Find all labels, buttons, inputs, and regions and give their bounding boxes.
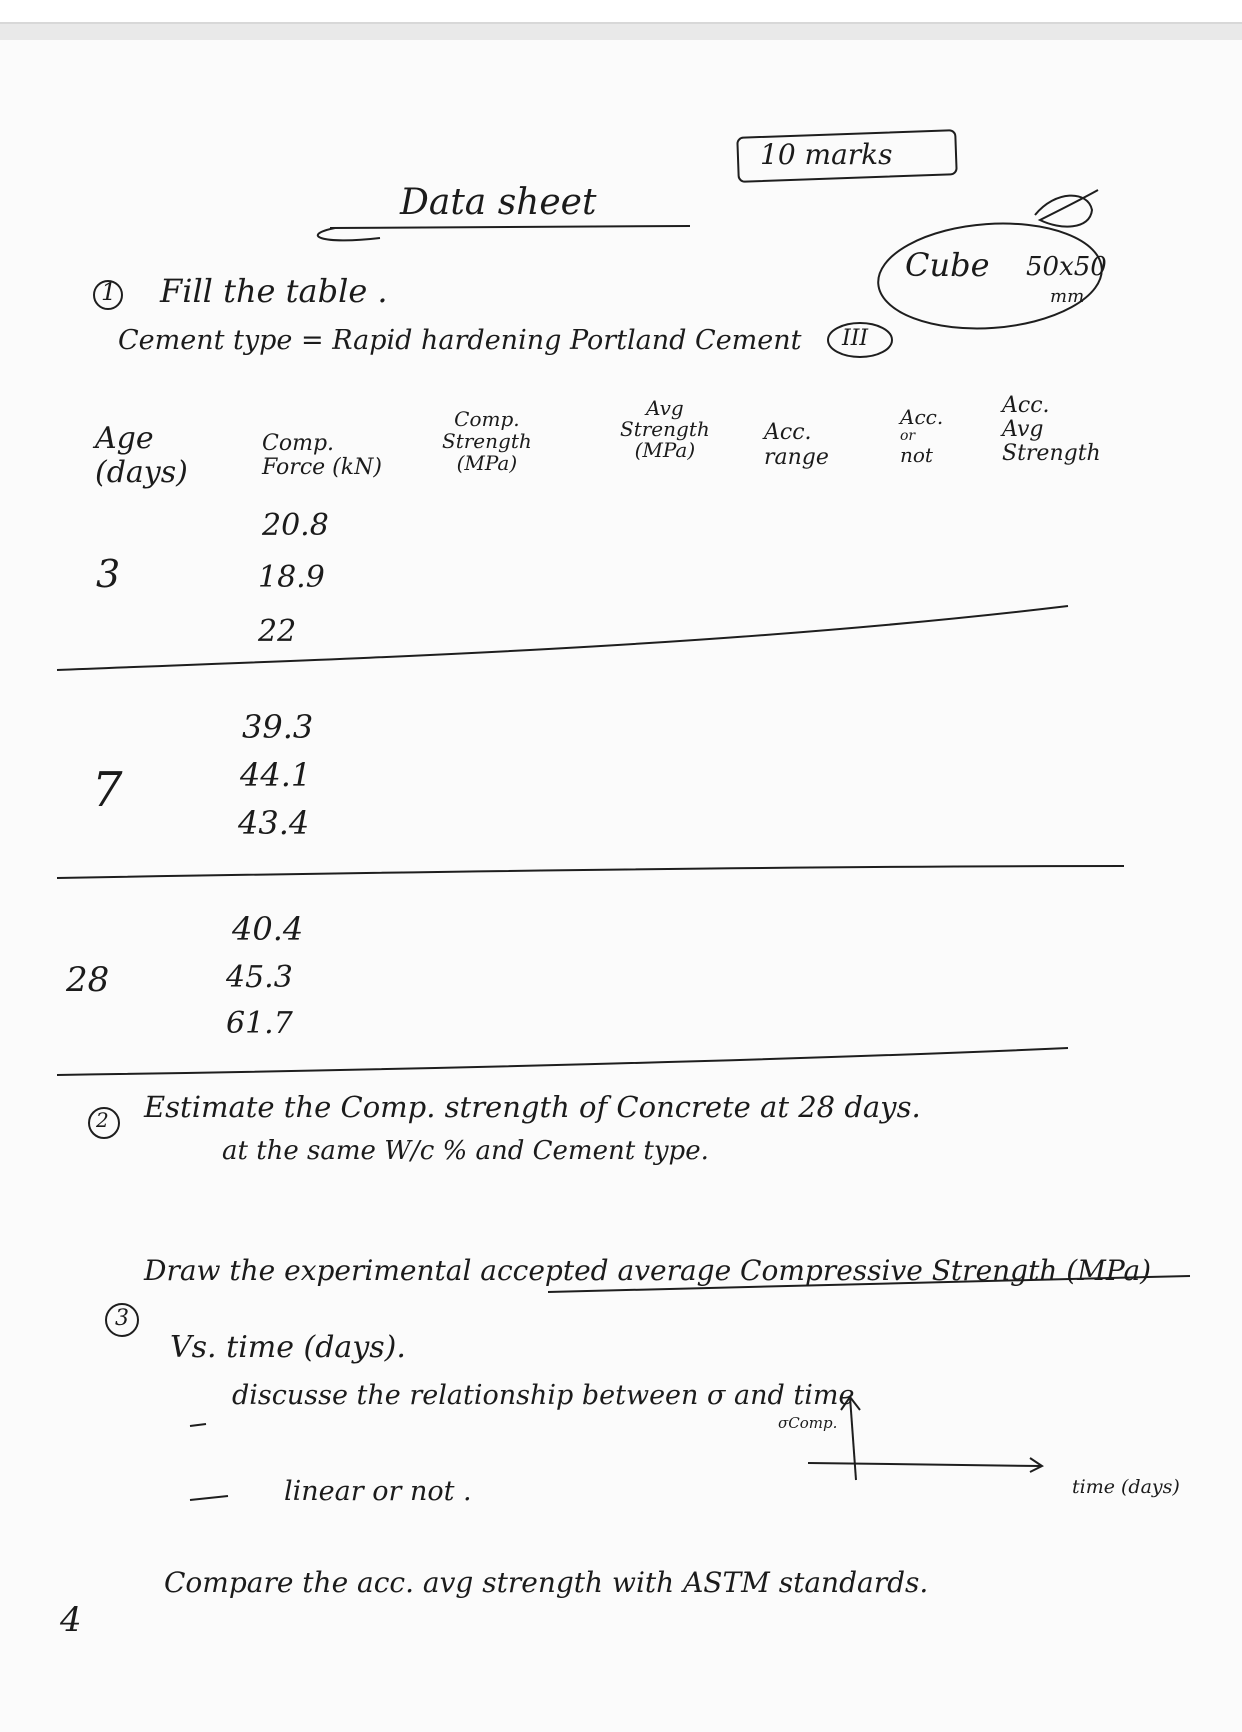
q2-number: 2 — [96, 1108, 109, 1132]
page-title: Data sheet — [400, 182, 597, 223]
header-strength-line1: Comp. — [454, 407, 520, 431]
row3-force-2: 45.3 — [226, 960, 293, 995]
header-avg-line1: Avg — [646, 396, 684, 420]
header-strength-line2: Strength — [442, 429, 532, 453]
header-acc-or-not-line2: or — [900, 428, 916, 444]
bullet-dash-2 — [190, 1496, 228, 1500]
header-force-line2: Force (kN) — [262, 455, 382, 480]
header-strength-line3: (MPa) — [456, 451, 518, 475]
header-range — [764, 420, 829, 470]
row3-age: 28 — [66, 960, 110, 1000]
header-avg-line2: Strength — [620, 417, 710, 441]
cube-unit: mm — [1050, 286, 1085, 307]
grader-doodle — [1035, 190, 1098, 227]
row1-age: 3 — [96, 552, 121, 596]
q1-number: 1 — [101, 278, 117, 306]
header-acc-avg-line3: Strength — [1002, 441, 1101, 466]
q4-number: 4 — [60, 1600, 82, 1640]
row2-force-1: 39.3 — [242, 708, 314, 746]
row1-force-3: 22 — [258, 614, 297, 649]
cement-roman: III — [842, 326, 869, 351]
title-underline — [318, 226, 690, 240]
bullet-dash-1 — [190, 1424, 206, 1426]
q4-text: Compare the acc. avg strength with ASTM standards. — [164, 1566, 929, 1599]
row2-force-2: 44.1 — [240, 756, 312, 794]
row1-force-2: 18.9 — [258, 560, 325, 595]
cube-size: 50x50 — [1026, 252, 1107, 282]
header-acc-avg — [1002, 394, 1101, 466]
q2-line1: Estimate the Comp. strength of Concrete at 28 days. — [144, 1090, 921, 1124]
screen-frame-top — [0, 0, 1242, 24]
q3-line1: Draw the experimental accepted average Compressive Strength (MPa) — [144, 1254, 1152, 1287]
row-separator-1 — [57, 606, 1068, 670]
row3-force-1: 40.4 — [232, 910, 304, 948]
row-separator-2 — [57, 866, 1124, 878]
row2-force-3: 43.4 — [238, 804, 310, 842]
header-acc-or-not-line3: not — [900, 443, 933, 467]
header-range-line2: range — [764, 445, 829, 470]
header-avg — [620, 398, 710, 461]
header-force-line1: Comp. — [262, 431, 335, 456]
header-acc-or-not-line1: Acc. — [900, 405, 944, 429]
row2-age: 7 — [92, 762, 123, 818]
q3-number: 3 — [115, 1306, 129, 1331]
header-strength — [442, 408, 532, 474]
data-sheet-page — [0, 40, 1242, 1732]
q3-line2: Vs. time (days). — [170, 1330, 406, 1365]
graph-x-axis — [808, 1463, 1040, 1466]
header-age-line2: (days) — [95, 455, 188, 490]
header-acc-avg-line1: Acc. — [1002, 393, 1050, 418]
marks-label: 10 marks — [760, 138, 893, 171]
row-separator-3 — [57, 1048, 1068, 1075]
header-range-line1: Acc. — [764, 420, 812, 445]
q2-line2: at the same W/c % and Cement type. — [222, 1136, 709, 1166]
graph-x-label: time (days) — [1072, 1476, 1180, 1498]
q1-text: Fill the table . — [160, 272, 388, 310]
q3-bullet2: linear or not . — [284, 1476, 472, 1507]
cement-type: Cement type = Rapid hardening Portland Cement — [118, 325, 802, 356]
row1-force-1: 20.8 — [262, 508, 329, 543]
header-acc-or-not — [900, 405, 944, 467]
row3-force-3: 61.7 — [226, 1006, 293, 1041]
header-force — [262, 432, 382, 480]
q3-bullet1: discusse the relationship between σ and time — [232, 1380, 855, 1411]
header-acc-avg-line2: Avg — [1002, 417, 1044, 442]
cube-label: Cube — [905, 246, 990, 284]
header-age-line1: Age — [95, 421, 154, 456]
header-age — [95, 422, 188, 490]
graph-y-label: σComp. — [778, 1414, 838, 1432]
header-avg-line3: (MPa) — [634, 438, 696, 462]
